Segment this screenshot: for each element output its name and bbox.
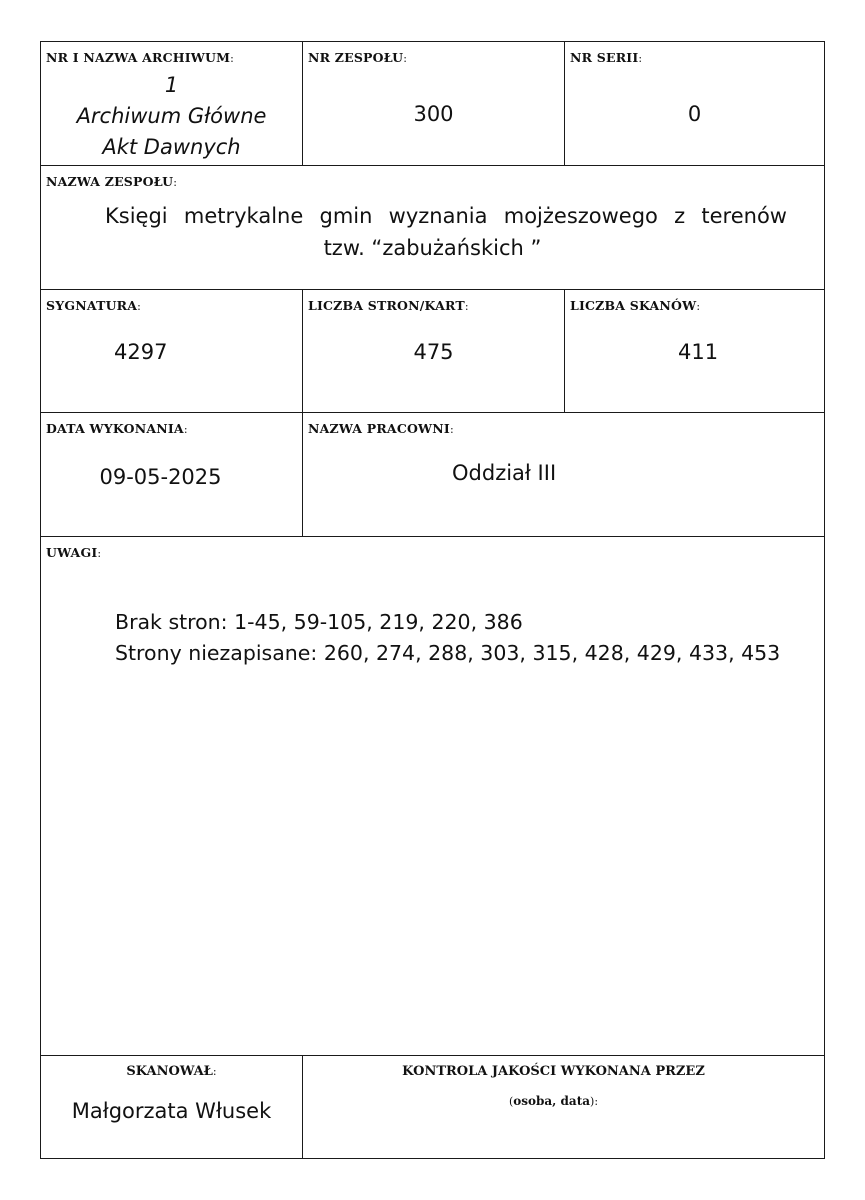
archive-name-line1: Archiwum Główne [76, 104, 267, 128]
notes-blank-pages: Strony niezapisane: 260, 274, 288, 303, 315, 428, 429, 433, 453 [115, 641, 781, 665]
fond-name-line2: tzw. “zabużańskich ” [323, 236, 542, 260]
date-label: DATA WYKONANIA: [46, 421, 188, 436]
fond-number-value: 300 [413, 102, 454, 126]
scanned-by-value: Małgorzata Włusek [71, 1099, 272, 1123]
notes-text [115, 607, 780, 669]
date-value: 09-05-2025 [99, 465, 222, 489]
date-cell [41, 413, 303, 537]
workshop-label: NAZWA PRACOWNI: [308, 421, 454, 436]
notes-missing-pages: Brak stron: 1-45, 59-105, 219, 220, 386 [115, 610, 523, 634]
series-number-label: NR SERII: [570, 50, 643, 65]
scanned-by-label: SKANOWAŁ: [126, 1064, 217, 1079]
scans-count-label: LICZBA SKANÓW: [570, 298, 701, 313]
notes-cell [41, 537, 824, 1056]
fond-name-line1: Księgi metrykalne gmin wyznania mojżeszowego z terenów [105, 204, 787, 228]
quality-control-label: KONTROLA JAKOŚCI WYKONANA PRZEZ [402, 1064, 705, 1079]
scans-count-value: 411 [678, 340, 719, 364]
series-number-cell [565, 42, 824, 166]
archive-cell [41, 42, 303, 166]
workshop-cell [303, 413, 824, 537]
pages-count-cell [303, 290, 565, 413]
scanned-by-cell [41, 1056, 303, 1158]
fond-name-label: NAZWA ZESPOŁU: [46, 174, 178, 189]
signature-cell [41, 290, 303, 413]
signature-label: SYGNATURA: [46, 298, 142, 313]
pages-count-label: LICZBA STRON/KART: [308, 298, 469, 313]
notes-label: UWAGI: [46, 545, 102, 560]
quality-control-sublabel: (osoba, data): [508, 1094, 599, 1108]
archive-name-line2: Akt Dawnych [102, 135, 241, 159]
archive-number: 1 [164, 73, 179, 97]
signature-value: 4297 [114, 340, 168, 364]
archive-label: NR I NAZWA ARCHIWUM: [46, 50, 235, 65]
workshop-value: Oddział III [452, 461, 557, 485]
fond-number-label: NR ZESPOŁU: [308, 50, 408, 65]
scans-count-cell [565, 290, 824, 413]
pages-count-value: 475 [413, 340, 454, 364]
fond-name-cell [41, 166, 824, 290]
fond-number-cell [303, 42, 565, 166]
quality-control-cell [303, 1056, 824, 1158]
archive-record-card [40, 41, 825, 1159]
series-number-value: 0 [687, 102, 702, 126]
